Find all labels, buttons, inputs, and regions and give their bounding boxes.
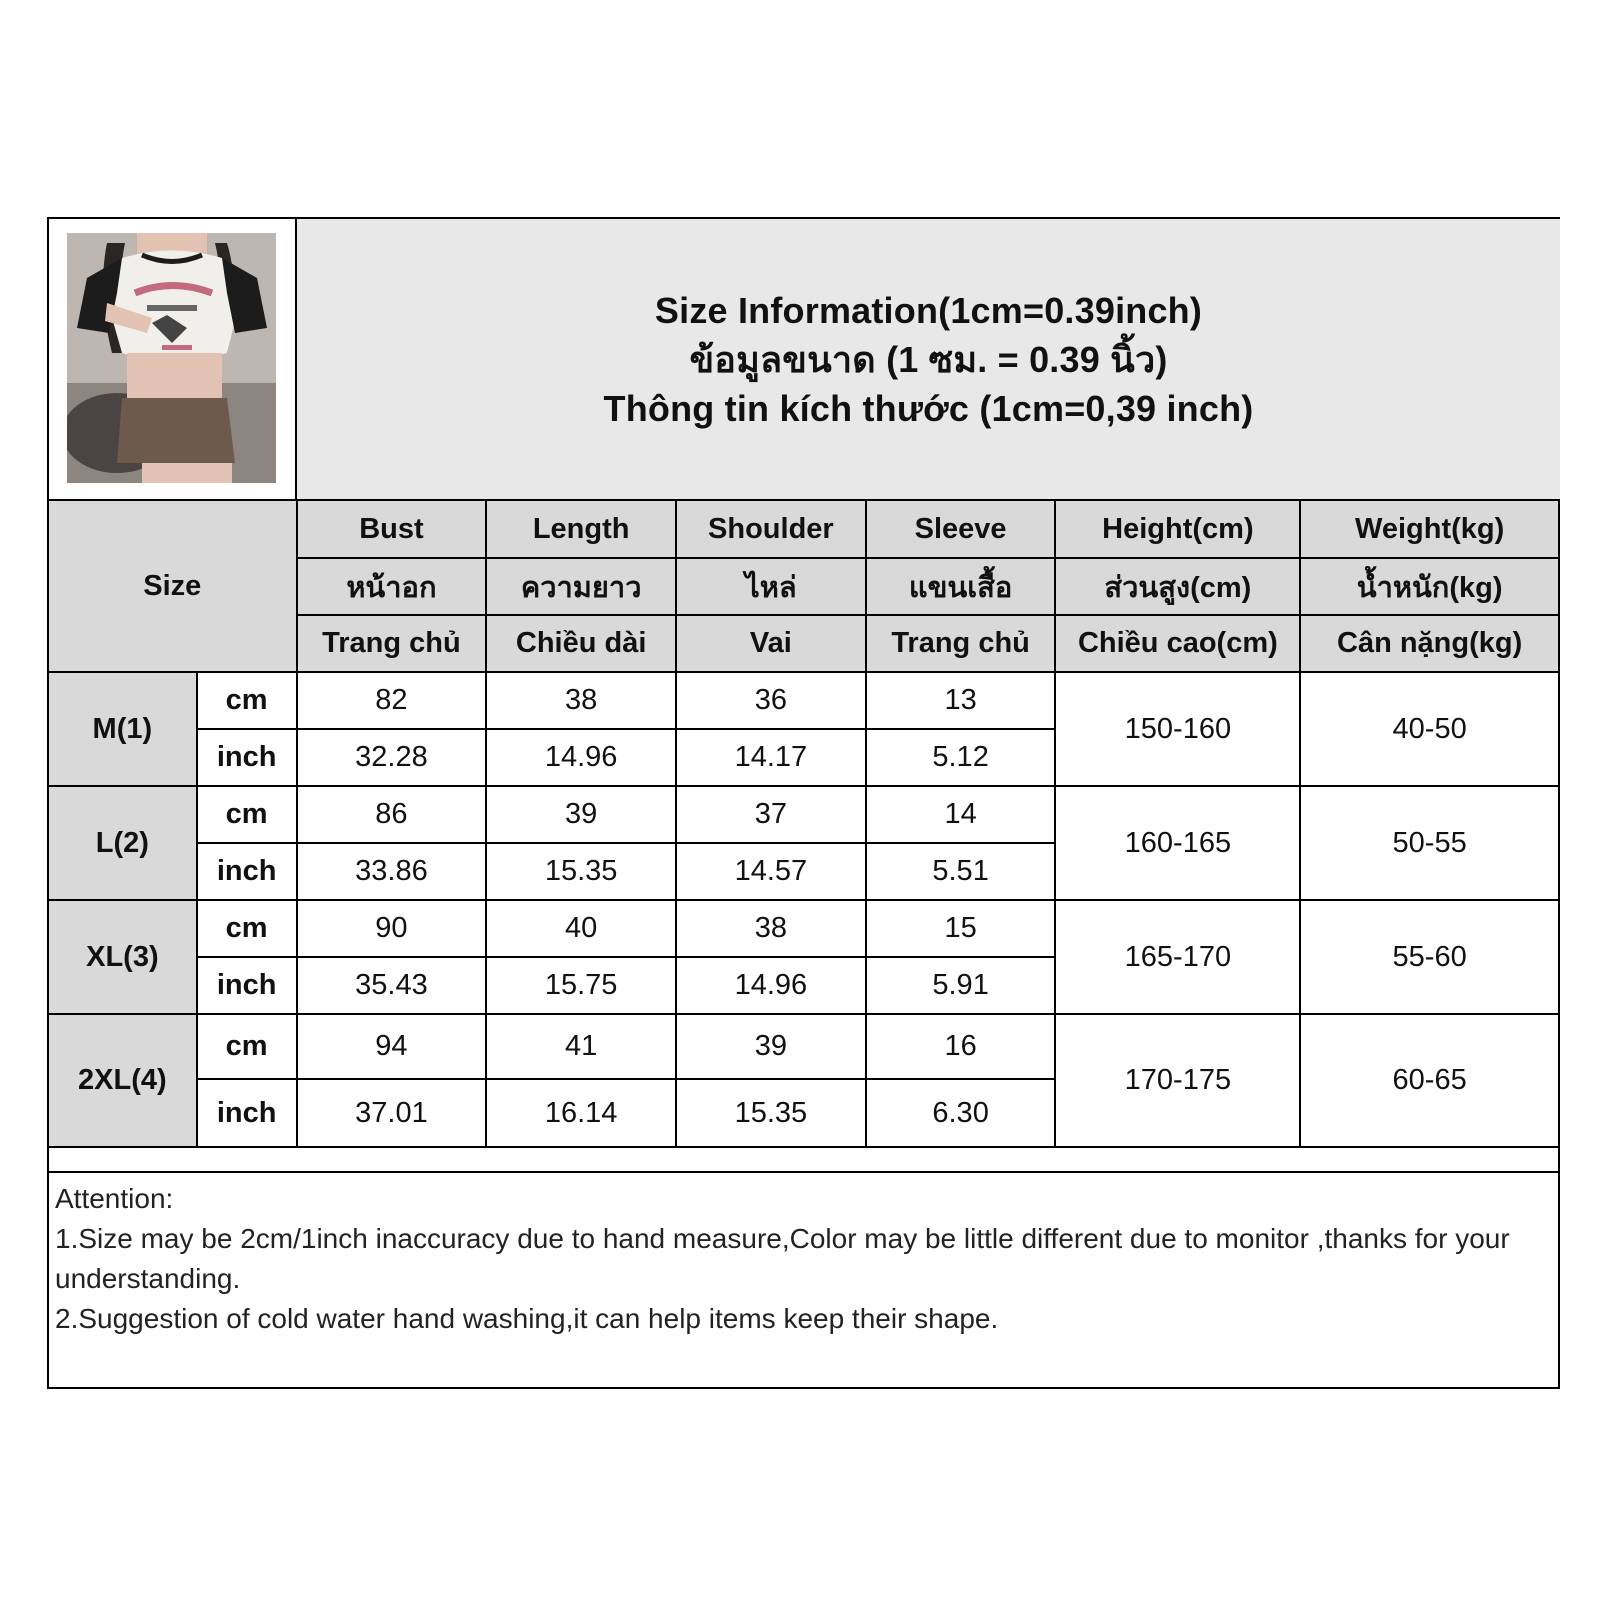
attention-note-1: 1.Size may be 2cm/1inch inaccuracy due to hand measure,Color may be little different due to monitor ,thanks for your understanding. (55, 1223, 1510, 1294)
title-english: Size Information(1cm=0.39inch) (654, 289, 1203, 331)
column-header-weight-vi: Cân nặng(kg) (1300, 615, 1558, 672)
shoulder-inch: 14.17 (676, 729, 866, 786)
table-row (49, 1014, 1558, 1079)
attention-notes (49, 1171, 1560, 1389)
bust-cm: 82 (297, 672, 487, 729)
column-header-bust-th: หน้าอก (297, 558, 487, 615)
column-header-shoulder-en: Shoulder (676, 501, 866, 558)
unit-cm: cm (197, 672, 297, 729)
bust-cm: 94 (297, 1014, 487, 1079)
size-label: L(2) (49, 786, 197, 900)
title-thai: ข้อมูลขนาด (1 ซม. = 0.39 นิ้ว) (689, 338, 1168, 380)
length-inch: 15.35 (486, 843, 676, 900)
product-photo-icon (67, 233, 276, 483)
unit-inch: inch (197, 957, 297, 1014)
column-header-height-th: ส่วนสูง(cm) (1055, 558, 1300, 615)
size-information-header (297, 219, 1560, 501)
weight-range: 60-65 (1300, 1014, 1558, 1147)
table-row (49, 672, 1558, 729)
bust-inch: 35.43 (297, 957, 487, 1014)
weight-range: 55-60 (1300, 900, 1558, 1014)
shoulder-inch: 14.57 (676, 843, 866, 900)
column-header-bust-vi: Trang chủ (297, 615, 487, 672)
height-range: 160-165 (1055, 786, 1300, 900)
sleeve-inch: 6.30 (866, 1079, 1056, 1147)
bust-cm: 90 (297, 900, 487, 957)
unit-cm: cm (197, 786, 297, 843)
column-header-length-th: ความยาว (486, 558, 676, 615)
bust-inch: 37.01 (297, 1079, 487, 1147)
unit-inch: inch (197, 729, 297, 786)
size-table (49, 501, 1558, 1148)
size-label: XL(3) (49, 900, 197, 1014)
sleeve-inch: 5.12 (866, 729, 1056, 786)
shoulder-cm: 38 (676, 900, 866, 957)
length-inch: 15.75 (486, 957, 676, 1014)
unit-inch: inch (197, 843, 297, 900)
column-header-length-en: Length (486, 501, 676, 558)
sleeve-inch: 5.91 (866, 957, 1056, 1014)
length-inch: 14.96 (486, 729, 676, 786)
column-header-bust-en: Bust (297, 501, 487, 558)
sleeve-cm: 13 (866, 672, 1056, 729)
unit-cm: cm (197, 900, 297, 957)
size-column-header: Size (49, 501, 297, 672)
sleeve-inch: 5.51 (866, 843, 1056, 900)
height-range: 165-170 (1055, 900, 1300, 1014)
column-header-sleeve-th: แขนเสื้อ (866, 558, 1056, 615)
attention-heading: Attention: (55, 1183, 174, 1214)
size-label: 2XL(4) (49, 1014, 197, 1147)
shoulder-inch: 14.96 (676, 957, 866, 1014)
column-header-shoulder-th: ไหล่ (676, 558, 866, 615)
sleeve-cm: 15 (866, 900, 1056, 957)
column-header-weight-en: Weight(kg) (1300, 501, 1558, 558)
table-row (49, 786, 1558, 843)
sleeve-cm: 16 (866, 1014, 1056, 1079)
table-row (49, 900, 1558, 957)
length-cm: 39 (486, 786, 676, 843)
bust-inch: 33.86 (297, 843, 487, 900)
bust-cm: 86 (297, 786, 487, 843)
column-header-sleeve-vi: Trang chủ (866, 615, 1056, 672)
weight-range: 40-50 (1300, 672, 1558, 786)
column-header-length-vi: Chiều dài (486, 615, 676, 672)
size-label: M(1) (49, 672, 197, 786)
size-chart (47, 217, 1560, 1389)
sleeve-cm: 14 (866, 786, 1056, 843)
shoulder-cm: 39 (676, 1014, 866, 1079)
title-vietnamese: Thông tin kích thước (1cm=0,39 inch) (603, 387, 1254, 429)
column-header-weight-th: น้ำหนัก(kg) (1300, 558, 1558, 615)
height-range: 150-160 (1055, 672, 1300, 786)
shoulder-cm: 36 (676, 672, 866, 729)
column-header-sleeve-en: Sleeve (866, 501, 1056, 558)
column-header-height-vi: Chiều cao(cm) (1055, 615, 1300, 672)
column-header-height-en: Height(cm) (1055, 501, 1300, 558)
height-range: 170-175 (1055, 1014, 1300, 1147)
length-cm: 41 (486, 1014, 676, 1079)
product-photo (67, 233, 276, 483)
unit-cm: cm (197, 1014, 297, 1079)
length-cm: 40 (486, 900, 676, 957)
bust-inch: 32.28 (297, 729, 487, 786)
length-cm: 38 (486, 672, 676, 729)
shoulder-inch: 15.35 (676, 1079, 866, 1147)
column-header-shoulder-vi: Vai (676, 615, 866, 672)
length-inch: 16.14 (486, 1079, 676, 1147)
unit-inch: inch (197, 1079, 297, 1147)
weight-range: 50-55 (1300, 786, 1558, 900)
shoulder-cm: 37 (676, 786, 866, 843)
product-photo-cell (49, 219, 297, 501)
attention-note-2: 2.Suggestion of cold water hand washing,it can help items keep their shape. (55, 1303, 999, 1334)
